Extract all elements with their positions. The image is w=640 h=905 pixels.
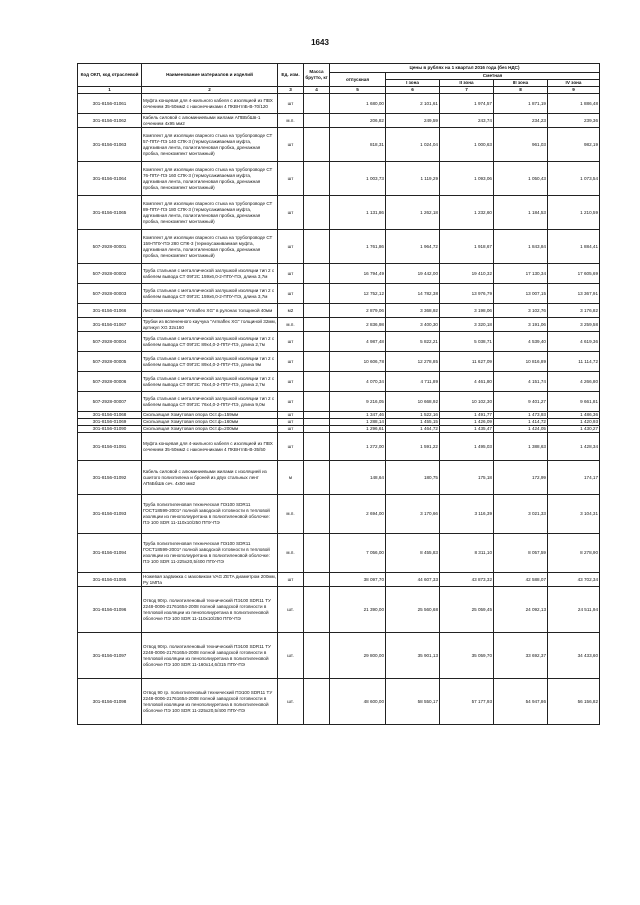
row-code: 301-8156-01061: [78, 94, 142, 114]
row-zone4-price: 3 176,82: [548, 304, 600, 318]
table-row: [78, 633, 600, 679]
row-unit: м.п.: [278, 114, 304, 128]
row-zone1-price: 25 560,68: [386, 587, 440, 633]
row-zone4-price: 3 104,31: [548, 495, 600, 534]
row-code: 301-8156-01092: [78, 461, 142, 495]
row-mass: [304, 128, 330, 162]
row-zone3-price: 54 947,86: [494, 679, 548, 725]
row-name: Труба стальная с металлической заглушкой изоляции тип 2 с кабелем вывода СТ 09Г2С 76х4,0-2-ППУ-ПЭ, длина 2,7м: [142, 372, 278, 392]
column-index: 4: [304, 87, 330, 94]
row-zone3-price: 17 130,34: [494, 264, 548, 284]
row-code: 507-2928-00001: [78, 230, 142, 264]
row-mass: [304, 304, 330, 318]
row-zone4-price: 1 486,36: [548, 412, 600, 419]
table-body: [78, 94, 600, 725]
row-zone2-price: 1 435,47: [440, 426, 494, 433]
row-mass: [304, 318, 330, 332]
column-index: 7: [440, 87, 494, 94]
row-release-price: 16 794,49: [330, 264, 386, 284]
row-code: 301-8156-01069: [78, 419, 142, 426]
header-zone1: I зона: [386, 80, 440, 87]
row-code: 301-8156-01067: [78, 318, 142, 332]
row-release-price: 38 097,70: [330, 573, 386, 587]
row-mass: [304, 332, 330, 352]
row-zone3-price: 1 050,43: [494, 162, 548, 196]
row-zone1-price: 8 455,83: [386, 534, 440, 573]
row-code: 301-8156-01068: [78, 412, 142, 419]
table-row: [78, 534, 600, 573]
row-zone4-price: 1 884,41: [548, 230, 600, 264]
row-zone1-price: 10 668,92: [386, 392, 440, 412]
row-mass: [304, 461, 330, 495]
row-zone4-price: 43 702,34: [548, 573, 600, 587]
row-release-price: 21 390,00: [330, 587, 386, 633]
row-zone1-price: 14 782,38: [386, 284, 440, 304]
row-name: Отвод 90 гр. полиэтиленовый технический ПЭ100 SDR11 ТУ 2248-0006-21761654-2008 полной заводской готовности в тепловой изоляции из пенополиуретана в полиэтиленовой оболочке ПЭ 100 SDR 11-225х20,5/400 ППУ-ПЭ: [142, 679, 278, 725]
row-zone1-price: 5 822,21: [386, 332, 440, 352]
row-code: 301-8156-01093: [78, 495, 142, 534]
row-code: 301-8156-01094: [78, 534, 142, 573]
row-zone3-price: 10 816,89: [494, 352, 548, 372]
row-mass: [304, 679, 330, 725]
table-row: [78, 318, 600, 332]
row-code: 301-8156-01091: [78, 433, 142, 461]
column-index: 6: [386, 87, 440, 94]
row-release-price: 2 694,00: [330, 495, 386, 534]
row-zone4-price: 174,17: [548, 461, 600, 495]
table-row: [78, 587, 600, 633]
row-release-price: 7 056,00: [330, 534, 386, 573]
column-index-row: [78, 87, 600, 94]
row-release-price: 48 600,00: [330, 679, 386, 725]
row-zone3-price: 1 414,72: [494, 419, 548, 426]
header-name: Наименование материалов и изделий: [142, 64, 278, 87]
row-zone1-price: 1 964,72: [386, 230, 440, 264]
row-mass: [304, 284, 330, 304]
row-zone3-price: 172,99: [494, 461, 548, 495]
row-release-price: 1 296,61: [330, 426, 386, 433]
row-zone3-price: 3 021,33: [494, 495, 548, 534]
row-name: Комплект для изоляции сварного стыка на трубопроводе СТ 76-ППУ-ПЭ 160 СПК-3 (термоусаживаемая муфта, адгезивная лента, полиэтиленовая пробка, дренажная пробка, пенокомпект монтажный): [142, 162, 278, 196]
row-name: Комплект для изоляции сварного стыка на трубопроводе СТ 89-ППУ-ПЭ 180 СПК-3 (термоусаживаемая муфта, адгезивная лента, полиэтиленовая пробка, дренажная пробка, пенокомпект монтажный): [142, 196, 278, 230]
row-zone3-price: 3 102,76: [494, 304, 548, 318]
column-index: 3: [278, 87, 304, 94]
row-unit: шт: [278, 264, 304, 284]
row-code: 301-8156-01066: [78, 304, 142, 318]
row-unit: шт: [278, 284, 304, 304]
table-row: [78, 196, 600, 230]
row-zone1-price: 1 464,72: [386, 426, 440, 433]
row-zone1-price: 58 550,17: [386, 679, 440, 725]
row-zone2-price: 3 116,39: [440, 495, 494, 534]
row-zone1-price: 3 170,66: [386, 495, 440, 534]
row-code: 301-8156-01063: [78, 128, 142, 162]
row-zone2-price: 1 093,06: [440, 162, 494, 196]
row-zone2-price: 1 000,63: [440, 128, 494, 162]
table-row: [78, 426, 600, 433]
row-zone2-price: 1 495,03: [440, 433, 494, 461]
row-mass: [304, 495, 330, 534]
row-zone3-price: 961,03: [494, 128, 548, 162]
row-name: Кабель силовой с алюминиевыми жилами АПВБбШв-1 сечением 4х95 мм2: [142, 114, 278, 128]
row-zone3-price: 8 057,59: [494, 534, 548, 573]
row-mass: [304, 94, 330, 114]
row-release-price: 818,31: [330, 128, 386, 162]
row-release-price: 9 216,05: [330, 392, 386, 412]
row-code: 507-2928-00004: [78, 332, 142, 352]
table-row: [78, 114, 600, 128]
row-unit: шт: [278, 352, 304, 372]
row-zone4-price: 982,19: [548, 128, 600, 162]
row-unit: шт: [278, 426, 304, 433]
row-zone1-price: 3 368,92: [386, 304, 440, 318]
row-zone2-price: 1 918,67: [440, 230, 494, 264]
row-zone4-price: 56 156,82: [548, 679, 600, 725]
row-mass: [304, 426, 330, 433]
row-unit: шт.: [278, 633, 304, 679]
row-release-price: 1 131,86: [330, 196, 386, 230]
table-row: [78, 230, 600, 264]
table-row: [78, 304, 600, 318]
header-code: Код ОКП, код отраслевой: [78, 64, 142, 87]
row-name: Труба стальная с металлической заглушкой изоляции тип 2 с кабелем вывода СТ 09Г2С 159х6,0-2-ППУ-ПЭ, длина 3,7м: [142, 264, 278, 284]
row-name: Комплект для изоляции сварного стыка на трубопроводе СТ 57-ППУ-ПЭ 140 СПК-3 (термоусаживаемая муфта, адгезивная лента, полиэтиленовая пробка, дренажная пробка, пенокомпект монтажный): [142, 128, 278, 162]
row-unit: шт: [278, 433, 304, 461]
row-zone4-price: 9 661,81: [548, 392, 600, 412]
row-name: Муфта концевая для 4-жильного кабеля с изоляцией из ПВХ сечением 35-50мм2 с наконечниками 4 ПКВНтпБ-В-70/120: [142, 94, 278, 114]
row-zone4-price: 8 278,90: [548, 534, 600, 573]
row-code: 301-8156-01065: [78, 196, 142, 230]
header-estimate: Сметная: [386, 73, 600, 80]
row-zone1-price: 1 024,04: [386, 128, 440, 162]
row-zone2-price: 13 976,79: [440, 284, 494, 304]
column-index: 8: [494, 87, 548, 94]
row-zone1-price: 1 455,15: [386, 419, 440, 426]
row-mass: [304, 412, 330, 419]
table-row: [78, 412, 600, 419]
row-mass: [304, 392, 330, 412]
row-release-price: 10 606,78: [330, 352, 386, 372]
table-row: [78, 372, 600, 392]
row-release-price: 2 836,98: [330, 318, 386, 332]
row-zone3-price: 4 151,74: [494, 372, 548, 392]
row-zone2-price: 5 038,71: [440, 332, 494, 352]
row-zone4-price: 1 073,54: [548, 162, 600, 196]
table-row: [78, 352, 600, 372]
header-mass: Масса брутто, кг: [304, 64, 330, 87]
row-zone3-price: 1 473,93: [494, 412, 548, 419]
row-zone1-price: 35 901,13: [386, 633, 440, 679]
row-unit: шт: [278, 162, 304, 196]
row-zone2-price: 19 410,32: [440, 264, 494, 284]
row-name: Трубки из вспененного каучука "Armaflex XG" толщиной 32мм, артикул XG 32х160: [143, 318, 276, 330]
price-table: [77, 63, 600, 725]
row-code: 301-8156-01064: [78, 162, 142, 196]
table-row: [78, 332, 600, 352]
header-price-group: Цены в рублях на 1 квартал 2016 года (без НДС): [330, 64, 600, 73]
table-header: [78, 64, 600, 94]
row-zone4-price: 4 619,36: [548, 332, 600, 352]
row-name: Труба стальная с металлической заглушкой изоляции тип 2 с кабелем вывода СТ 09Г2С 76х4,0-2-ППУ-ПЭ, длина 9,0м: [142, 392, 278, 412]
row-zone4-price: 1 420,93: [548, 419, 600, 426]
row-zone1-price: 1 262,18: [386, 196, 440, 230]
page-number: 1643: [311, 38, 329, 47]
row-unit: м.п.: [278, 534, 304, 573]
row-release-price: 1 347,46: [330, 412, 386, 419]
row-code: 301-8156-01097: [78, 633, 142, 679]
row-zone3-price: 4 539,40: [494, 332, 548, 352]
header-zone2: II зона: [440, 80, 494, 87]
row-zone4-price: 4 266,80: [548, 372, 600, 392]
row-zone2-price: 1 426,09: [440, 419, 494, 426]
header-unit: Ед. изм.: [278, 64, 304, 87]
row-unit: шт.: [278, 587, 304, 633]
row-zone4-price: 13 367,91: [548, 284, 600, 304]
row-name: Листовая изоляция "Armaflex XG" в рулонах толщиной 40мм: [142, 304, 278, 318]
row-mass: [304, 196, 330, 230]
table-row: [78, 284, 600, 304]
row-unit: м.п.: [278, 318, 304, 332]
row-code: 507-2928-00006: [78, 372, 142, 392]
row-unit: шт: [278, 332, 304, 352]
row-zone2-price: 1 974,57: [440, 94, 494, 114]
table-row: [78, 495, 600, 534]
row-name: Скользящая Хомутовая опора Ост.ф=200мм: [142, 426, 278, 433]
row-unit: шт: [278, 128, 304, 162]
row-zone1-price: 44 607,33: [386, 573, 440, 587]
row-name: Труба полиэтиленовая техническая ПЭ100 SDR11 ГОСТ18599-2001* полной заводской готовности в тепловой изоляции из пенополиуретана в полиэтиленовой оболочке: ПЭ 100 SDR 11-110х10/250 ППУ-ПЭ: [142, 495, 278, 534]
row-name: Комплект для изоляции сварного стыка на трубопроводе СТ 159-ППУ-ПЭ 280 СПК-3 (термоусаживаемая муфта, адгезивная лента, полиэтиленовая пробка, дренажная пробка, пенокомпект монтажный): [142, 230, 278, 264]
row-zone4-price: 11 114,72: [548, 352, 600, 372]
row-zone3-price: 1 871,19: [494, 94, 548, 114]
row-zone1-price: 249,59: [386, 114, 440, 128]
row-unit: шт: [278, 196, 304, 230]
row-unit: м.п.: [278, 495, 304, 534]
column-index: 5: [330, 87, 386, 94]
row-zone2-price: 8 311,10: [440, 534, 494, 573]
row-code: 507-2928-00005: [78, 352, 142, 372]
row-zone3-price: 234,23: [494, 114, 548, 128]
row-release-price: 206,82: [330, 114, 386, 128]
row-zone1-price: 1 522,16: [386, 412, 440, 419]
row-mass: [304, 587, 330, 633]
row-name: Отвод 90гр. полиэтиленовый технический ПЭ100 SDR11 ТУ 2248-0006-21761654-2008 полной заводской готовности в тепловой изоляции из пенополиуретана в полиэтиленовой оболочке ПЭ 100 SDR 11-160х14,6/315 ППУ-ПЭ: [142, 633, 278, 679]
row-zone1-price: 2 101,61: [386, 94, 440, 114]
row-zone2-price: 25 059,45: [440, 587, 494, 633]
row-release-price: 1 680,00: [330, 94, 386, 114]
row-name: Скользящая Хомутовая опора Ост.ф=159мм: [142, 412, 278, 419]
table-row: [78, 679, 600, 725]
row-unit: шт: [278, 573, 304, 587]
table-row: [78, 128, 600, 162]
row-mass: [304, 230, 330, 264]
row-zone4-price: 17 605,69: [548, 264, 600, 284]
row-zone1-price: 1 591,22: [386, 433, 440, 461]
row-zone4-price: 1 210,59: [548, 196, 600, 230]
column-index: 9: [548, 87, 600, 94]
row-mass: [304, 633, 330, 679]
row-zone2-price: 10 102,30: [440, 392, 494, 412]
table-row: [78, 94, 600, 114]
table-row: [78, 264, 600, 284]
header-zone4: IV зона: [548, 80, 600, 87]
row-code: 507-2928-00007: [78, 392, 142, 412]
row-zone3-price: 24 092,13: [494, 587, 548, 633]
row-zone2-price: 11 627,09: [440, 352, 494, 372]
row-zone1-price: 3 400,30: [386, 318, 440, 332]
row-zone4-price: 1 428,34: [548, 433, 600, 461]
row-mass: [304, 114, 330, 128]
row-name: Труба полиэтиленовая техническая ПЭ100 SDR11 ГОСТ18599-2001* полной заводской готовности в тепловой изоляции из пенополиуретана в полиэтиленовой оболочке: ПЭ 100 SDR 11-225х20,5/400 ППУ-ПЭ: [142, 534, 278, 573]
row-mass: [304, 419, 330, 426]
row-name: Труба стальная с металлической заглушкой изоляции тип 2 с кабелем вывода СТ 09Г2С 159х6,0-2-ППУ-ПЭ, длина 3,7м: [142, 284, 278, 304]
column-index: 1: [78, 87, 142, 94]
row-release-price: 1 272,00: [330, 433, 386, 461]
row-zone4-price: 239,36: [548, 114, 600, 128]
row-unit: шт: [278, 412, 304, 419]
table-row: [78, 461, 600, 495]
row-unit: шт: [278, 392, 304, 412]
row-release-price: 148,64: [330, 461, 386, 495]
row-zone3-price: 1 424,05: [494, 426, 548, 433]
row-mass: [304, 162, 330, 196]
row-zone4-price: 3 259,58: [548, 318, 600, 332]
row-zone1-price: 12 278,85: [386, 352, 440, 372]
row-zone3-price: 1 184,53: [494, 196, 548, 230]
row-zone3-price: 42 588,07: [494, 573, 548, 587]
row-mass: [304, 372, 330, 392]
row-name: Отвод 90гр. полиэтиленовый технический ПЭ100 SDR11 ТУ 2248-0006-21761654-2008 полной заводской готовности в тепловой изоляции из пенополиуретана в полиэтиленовой оболочке ПЭ 100 SDR 11-110х10/250 ППУ-ПЭ: [142, 587, 278, 633]
table-row: [78, 392, 600, 412]
table-row: [78, 419, 600, 426]
row-code: 301-8156-01095: [78, 573, 142, 587]
row-zone3-price: 9 401,27: [494, 392, 548, 412]
row-unit: шт: [278, 94, 304, 114]
row-unit: шт: [278, 230, 304, 264]
column-index: 2: [142, 87, 278, 94]
row-zone1-price: 19 442,00: [386, 264, 440, 284]
row-release-price: 1 288,14: [330, 419, 386, 426]
row-zone4-price: 1 886,48: [548, 94, 600, 114]
row-code: 301-8156-01090: [78, 426, 142, 433]
row-mass: [304, 573, 330, 587]
row-release-price: 12 752,12: [330, 284, 386, 304]
row-mass: [304, 352, 330, 372]
row-zone1-price: 180,75: [386, 461, 440, 495]
row-name: Скользящая Хомутовая опора Ост.ф=160мм: [142, 419, 278, 426]
row-zone3-price: 1 843,84: [494, 230, 548, 264]
row-unit: шт.: [278, 679, 304, 725]
row-release-price: 2 879,06: [330, 304, 386, 318]
row-zone2-price: 43 873,32: [440, 573, 494, 587]
row-code: 301-8156-01098: [78, 679, 142, 725]
row-release-price: 4 070,34: [330, 372, 386, 392]
row-zone2-price: 243,74: [440, 114, 494, 128]
row-zone2-price: 3 198,06: [440, 304, 494, 318]
row-zone2-price: 4 461,80: [440, 372, 494, 392]
row-code: 301-8156-01096: [78, 587, 142, 633]
row-zone3-price: 1 388,63: [494, 433, 548, 461]
row-code: 507-2928-00002: [78, 264, 142, 284]
row-mass: [304, 433, 330, 461]
row-zone4-price: 24 511,94: [548, 587, 600, 633]
row-name: Кабель силовой с алюминиевыми жилами с изоляцией из сшитого полиэтилена и броней из двух стальных лент АПвБбШв сеч. 4х50 мм2: [142, 461, 278, 495]
header-zone3: III зона: [494, 80, 548, 87]
row-mass: [304, 264, 330, 284]
table-row: [78, 573, 600, 587]
row-code: 301-8156-01062: [78, 114, 142, 128]
row-zone2-price: 175,18: [440, 461, 494, 495]
row-release-price: 4 987,48: [330, 332, 386, 352]
row-release-price: 29 800,00: [330, 633, 386, 679]
row-release-price: 1 761,86: [330, 230, 386, 264]
row-unit: шт: [278, 419, 304, 426]
row-code: 507-2928-00003: [78, 284, 142, 304]
table-row: [78, 162, 600, 196]
row-zone1-price: 4 711,89: [386, 372, 440, 392]
row-unit: м: [278, 461, 304, 495]
row-zone2-price: 1 491,77: [440, 412, 494, 419]
row-unit: шт: [278, 372, 304, 392]
header-release: отпускная: [330, 73, 386, 87]
row-zone4-price: 1 430,27: [548, 426, 600, 433]
row-zone1-price: 1 119,29: [386, 162, 440, 196]
row-zone2-price: 3 320,18: [440, 318, 494, 332]
row-zone3-price: 33 692,37: [494, 633, 548, 679]
row-zone2-price: 57 177,93: [440, 679, 494, 725]
row-zone4-price: 34 433,60: [548, 633, 600, 679]
row-zone2-price: 1 232,60: [440, 196, 494, 230]
row-name: Труба стальная с металлической заглушкой изоляции тип 2 с кабелем вывода СТ 09Г2С 89х4,0-2-ППУ-ПЭ, длина 9м: [142, 352, 278, 372]
table-row: [78, 433, 600, 461]
row-zone2-price: 35 059,70: [440, 633, 494, 679]
row-release-price: 1 003,73: [330, 162, 386, 196]
row-name: Ножевая задвижка с маховиком VAG ZETA диаметром 200мм, Ру 1МПа: [143, 573, 276, 585]
row-name: Муфта концевая для 4-жильного кабеля с изоляцией из ПВХ сечением 35-50мм2 с наконечниками 4 ПКВНтпБ-В-35/50: [142, 433, 278, 461]
row-name: Труба стальная с металлической заглушкой изоляции тип 2 с кабелем вывода СТ 09Г2С 89х4,0-2-ППУ-ПЭ, длина 2,7м: [142, 332, 278, 352]
row-unit: м2: [278, 304, 304, 318]
row-mass: [304, 534, 330, 573]
row-zone3-price: 3 191,06: [494, 318, 548, 332]
row-zone3-price: 13 007,15: [494, 284, 548, 304]
